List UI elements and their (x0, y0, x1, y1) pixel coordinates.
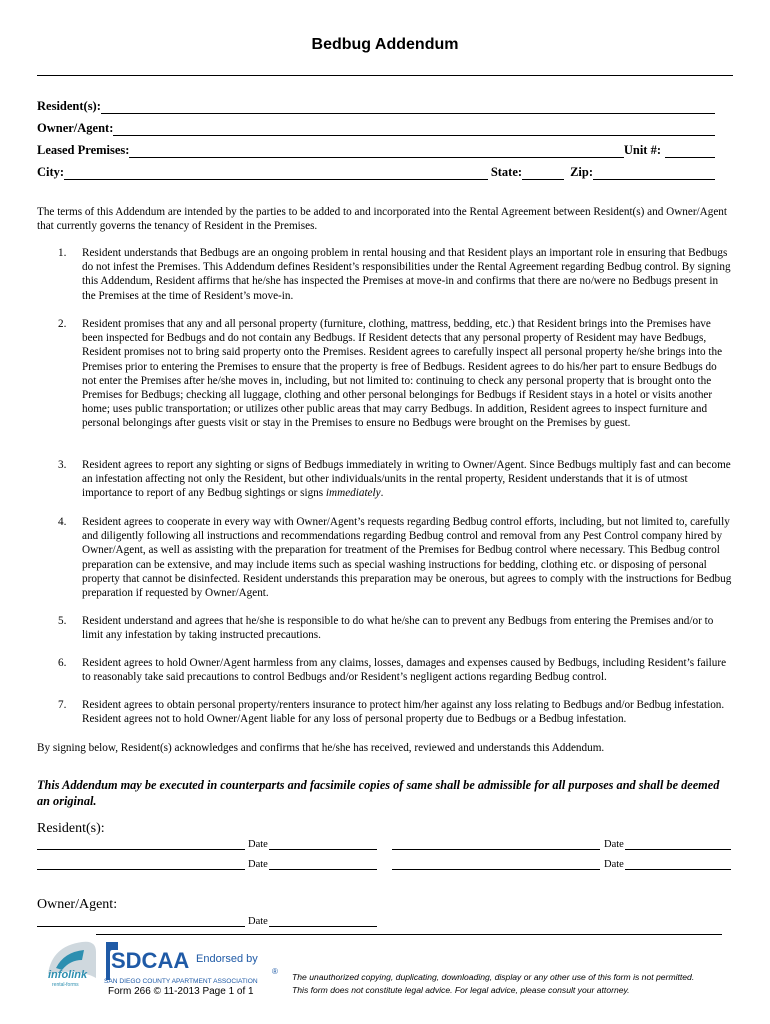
date-label: Date (248, 916, 268, 927)
owner-agent-field-row (37, 118, 715, 136)
date-label: Date (248, 859, 268, 870)
owner-agent-signature-line[interactable] (37, 926, 245, 927)
clause-text: Resident promises that any and all personal property (furniture, clothing, mattress, bedding, etc.) that Resident brings into the Premises have been inspected for Bedbugs and do not contain any Bedbugs. If Resident detects that any personal property of Resident may have Bedbugs, Resident promises not to bring said property onto the Premises. Resident agrees to carefully inspect all personal property he/she brings into the Premises prior to entering the Premises to ensure that the property is free of Bedbugs. Resident agrees to do his/her part to ensure Bedbugs do not enter the Premises after he/she moves in, including, but not limited to: continuing to check any personal property that is brought onto the Premises for Bedbugs; checking all luggage, clothing and other personal belongings for Bedbugs if Resident stays in a hotel or visits another home; uses public transportation; or utilizes other public areas that may carry Bedbugs. In addition, Resident agrees to inspect furniture and personal belongings after guests visit or stay in the Premises to ensure no Bedbugs were brought on the Premises by guest. (82, 318, 723, 430)
date-line[interactable] (269, 916, 377, 927)
owner-agent-signature-label: Owner/Agent: (37, 897, 118, 912)
city-input[interactable] (64, 166, 488, 180)
clause-number: 2. (58, 318, 67, 330)
resident-signature-line-4[interactable] (392, 869, 600, 870)
clause-number: 4. (58, 516, 67, 528)
state-input[interactable] (522, 166, 564, 180)
clause-number: 1. (58, 247, 67, 259)
footer-legal-notice: This form does not constitute legal advice. For legal advice, please consult your attorney. (292, 985, 630, 995)
clause-number: 7. (58, 699, 67, 711)
title-divider (37, 75, 733, 76)
clause-text: Resident understands that Bedbugs are an ongoing problem in rental housing and that Resident plays an important role in ensuring that Bedbugs do not infest the Premises. This Addendum defines Resident’s responsibilities under the Rental Agreement regarding Bedbug control. By signing this Addendum, Resident affirms that he/she has inspected the Premises at move-in and confirms that there are no/were no Bedbugs present in the Premises at the time of Resident’s move-in. (82, 247, 731, 302)
resident-signature-line-1[interactable] (37, 849, 245, 850)
infolink-logo-subtext: rental-forms (52, 982, 79, 988)
resident-date-4[interactable] (604, 859, 731, 870)
sdcaa-association-text: SAN DIEGO COUNTY APARTMENT ASSOCIATION (104, 978, 258, 985)
unit-label: Unit #: (623, 143, 661, 157)
resident-date-1[interactable] (248, 839, 377, 850)
date-label: Date (604, 839, 624, 850)
city-label: City: (37, 165, 65, 179)
residents-signature-label: Resident(s): (37, 821, 105, 836)
resident-signature-line-3[interactable] (37, 869, 245, 870)
date-line[interactable] (269, 839, 377, 850)
clause-emphasis: immediately (325, 487, 381, 500)
date-line[interactable] (625, 839, 731, 850)
resident-date-3[interactable] (248, 859, 377, 870)
date-label: Date (248, 839, 268, 850)
infolink-logo-text: infolink (48, 969, 88, 981)
residents-label: Resident(s): (37, 99, 101, 113)
state-label: State: (490, 165, 523, 179)
city-field-row (37, 162, 715, 180)
sdcaa-endorsed-text: Endorsed by (196, 953, 258, 965)
clause-text: Resident agrees to obtain personal property/renters insurance to protect him/her against any loss relating to Bedbugs and/or Bedbug infestation. Resident agrees not to hold Owner/Agent liable for any loss of personal property due to Bedbugs or a Bedbug infestation. (82, 699, 725, 726)
clause-number: 3. (58, 459, 67, 471)
residents-input[interactable] (101, 100, 715, 114)
form-number: Form 266 © 11-2013 Page 1 of 1 (108, 986, 254, 997)
date-line[interactable] (625, 859, 731, 870)
leased-premises-field-row (37, 140, 715, 158)
clause-text: Resident agrees to report any sighting or signs of Bedbugs immediately in writing to Owner/Agent. Since Bedbugs multiply fast and can become an infestation affecting not only the Resident, but other individuals/units in the rental property, Resident understands that it is of utmost importance to report of any Bedbug sightings or signs (82, 459, 731, 500)
zip-input[interactable] (593, 166, 715, 180)
resident-signature-line-2[interactable] (392, 849, 600, 850)
footer-copy-notice: The unauthorized copying, duplicating, downloading, display or any other use of this form is not permitted. (292, 972, 695, 982)
owner-agent-date[interactable] (248, 916, 377, 927)
counterparts-notice: This Addendum may be executed in counterparts and facsimile copies of same shall be admissible for all purposes and shall be deemed an original. (37, 778, 720, 808)
sdcaa-logo-text: SDCAA (111, 948, 190, 973)
clause-text: Resident agrees to cooperate in every way with Owner/Agent’s requests regarding Bedbug control efforts, including, but not limited to, carefully and diligently following all instructions and recommendations regarding Bedbug control and removal from any Pest Control company hired by Owner/Agent, as well as assisting with the preparation for treatment of the Premises for Bedbug control where necessary. This Bedbug control preparation can be extensive, and may include items such as special washing instructions for bedding, clothing etc. or disposing of personal property that cannot be disinfected. Resident understands this preparation may be onerous, but agrees to comply with the instructions for Bedbug preparation if requested by Owner/Agent. (82, 516, 732, 600)
resident-date-2[interactable] (604, 839, 731, 850)
sdcaa-logo (104, 940, 280, 990)
date-line[interactable] (269, 859, 377, 870)
sdcaa-registered-mark: ® (272, 967, 278, 976)
leased-premises-input[interactable] (129, 144, 623, 158)
clause-text: Resident agrees to hold Owner/Agent harmless from any claims, losses, damages and expenses caused by Bedbugs, including Resident’s failure to reasonably take said precautions to control Bedbugs and/or Resident’s negligent actions regarding Bedbug control. (82, 657, 727, 684)
intro-paragraph: The terms of this Addendum are intended by the parties to be added to and incorporated into the Rental Agreement between Resident(s) and Owner/Agent that currently governs the tenancy of Resident in the Premises. (37, 206, 728, 233)
clause-text: Resident understand and agrees that he/she is responsible to do what he/she can to prevent any Bedbugs from entering the Premises and/or to limit any infestation by taking instructed precautions. (82, 615, 714, 642)
leased-premises-label: Leased Premises: (37, 143, 130, 157)
date-label: Date (604, 859, 624, 870)
infolink-logo (42, 938, 98, 990)
clause-number: 5. (58, 615, 67, 627)
clause-number: 6. (58, 657, 67, 669)
owner-agent-label: Owner/Agent: (37, 121, 114, 135)
page-title: Bedbug Addendum (311, 36, 459, 53)
clause-text-wrapper (82, 458, 732, 501)
clause-tail: . (380, 487, 384, 500)
acknowledgement-paragraph: By signing below, Resident(s) acknowledges and confirms that he/she has received, reviewed and understands this Addendum. (37, 742, 605, 754)
owner-agent-input[interactable] (113, 122, 715, 136)
residents-field-row (37, 96, 715, 114)
footer-divider (96, 934, 722, 935)
zip-label: Zip: (570, 165, 593, 179)
unit-input[interactable] (665, 144, 715, 158)
